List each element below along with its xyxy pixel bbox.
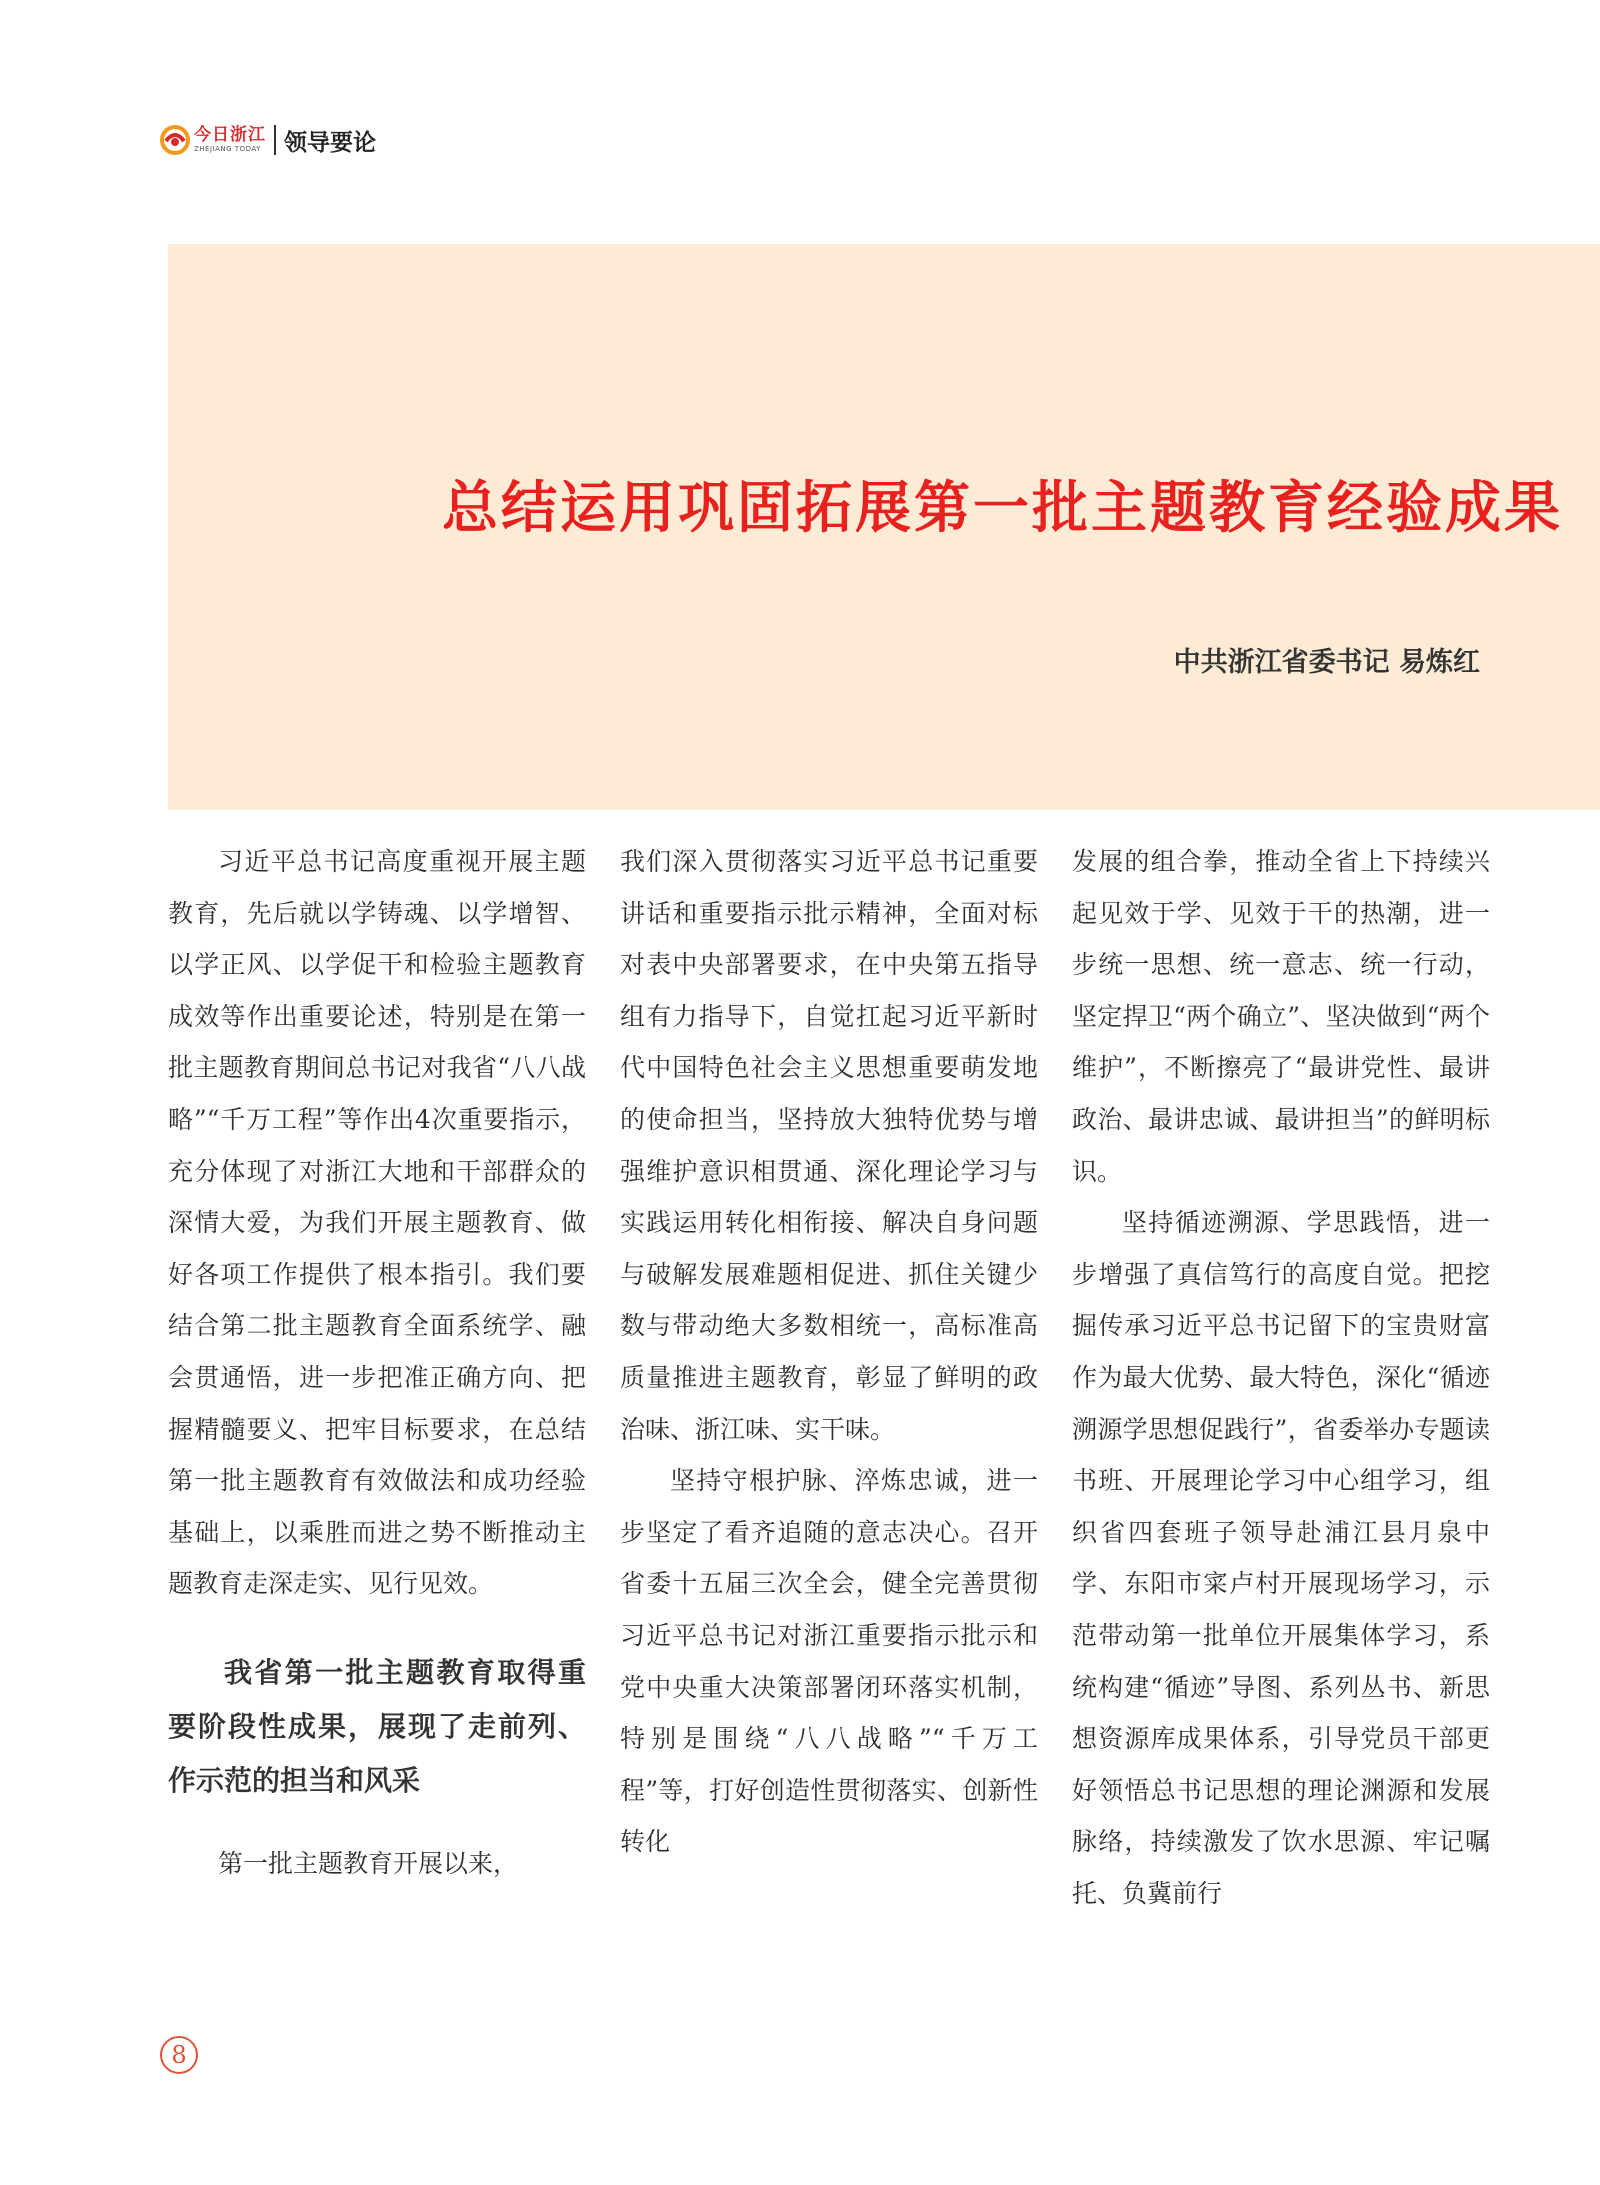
- zhejiang-today-logo-icon: [160, 125, 190, 155]
- text-column-2: [620, 836, 1038, 1868]
- section-heading: 我省第一批主题教育取得重要阶段性成果，展现了走前列、作示范的担当和风采: [168, 1655, 586, 1797]
- paragraph: 发展的组合拳，推动全省上下持续兴起见效于学、见效于干的热潮，进一步统一思想、统一意志、统一行动，坚定捍卫“两个确立”、坚决做到“两个维护”，不断擦亮了“最讲党性、最讲政治、最讲忠诚、最讲担当”的鲜明标识。: [1072, 847, 1490, 1186]
- article-title: 总结运用巩固拓展第一批主题教育经验成果: [442, 476, 1563, 541]
- paragraph: 我们深入贯彻落实习近平总书记重要讲话和重要指示批示精神，全面对标对表中央部署要求，在中央第五指导组有力指导下，自觉扛起习近平新时代中国特色社会主义思想重要萌发地的使命担当，坚持放大独特优势与增强维护意识相贯通、深化理论学习与实践运用转化相衔接、解决自身问题与破解发展难题相促进、抓住关键少数与带动绝大多数相统一，高标准高质量推进主题教育，彰显了鲜明的政治味、浙江味、实干味。: [620, 847, 1038, 1444]
- header-divider: [274, 125, 276, 155]
- text-column-1: [168, 836, 586, 1890]
- page-number: 8: [160, 2036, 198, 2074]
- section-label: 领导要论: [284, 129, 376, 156]
- paragraph: 第一批主题教育开展以来，: [218, 1848, 519, 1878]
- logo-chinese: 今日浙江: [194, 125, 266, 145]
- logo-text: [194, 127, 266, 153]
- text-column-3: [1072, 836, 1490, 1919]
- page-header: [160, 120, 376, 160]
- paragraph: 坚持循迹溯源、学思践悟，进一步增强了真信笃行的高度自觉。把挖掘传承习近平总书记留下的宝贵财富作为最大优势、最大特色，深化“循迹溯源学思想促践行”，省委举办专题读书班、开展理论学习中心组学习，组织省四套班子领导赴浦江县月泉中学、东阳市寀卢村开展现场学习，示范带动第一批单位开展集体学习，系统构建“循迹”导图、系列丛书、新思想资源库成果体系，引导党员干部更好领悟总书记思想的理论渊源和发展脉络，持续激发了饮水思源、牢记嘱托、负冀前行: [1072, 1208, 1490, 1908]
- paragraph: 习近平总书记高度重视开展主题教育，先后就以学铸魂、以学增智、以学正风、以学促干和检验主题教育成效等作出重要论述，特别是在第一批主题教育期间总书记对我省“八八战略”“千万工程”等作出4次重要指示，充分体现了对浙江大地和干部群众的深情大爱，为我们开展主题教育、做好各项工作提供了根本指引。我们要结合第二批主题教育全面系统学、融会贯通悟，进一步把准正确方向、把握精髓要义、把牢目标要求，在总结第一批主题教育有效做法和成功经验基础上，以乘胜而进之势不断推动主题教育走深走实、见行见效。: [168, 847, 586, 1599]
- article-byline: 中共浙江省委书记 易炼红: [1173, 647, 1480, 678]
- title-banner: [168, 244, 1600, 810]
- paragraph: 坚持守根护脉、淬炼忠诚，进一步坚定了看齐追随的意志决心。召开省委十五届三次全会，健全完善贯彻习近平总书记对浙江重要指示批示和党中央重大决策部署闭环落实机制，特别是围绕“八八战略”“千万工程”等，打好创造性贯彻落实、创新性转化: [620, 1466, 1038, 1857]
- logo-english: ZHEJIANG TODAY: [194, 145, 261, 153]
